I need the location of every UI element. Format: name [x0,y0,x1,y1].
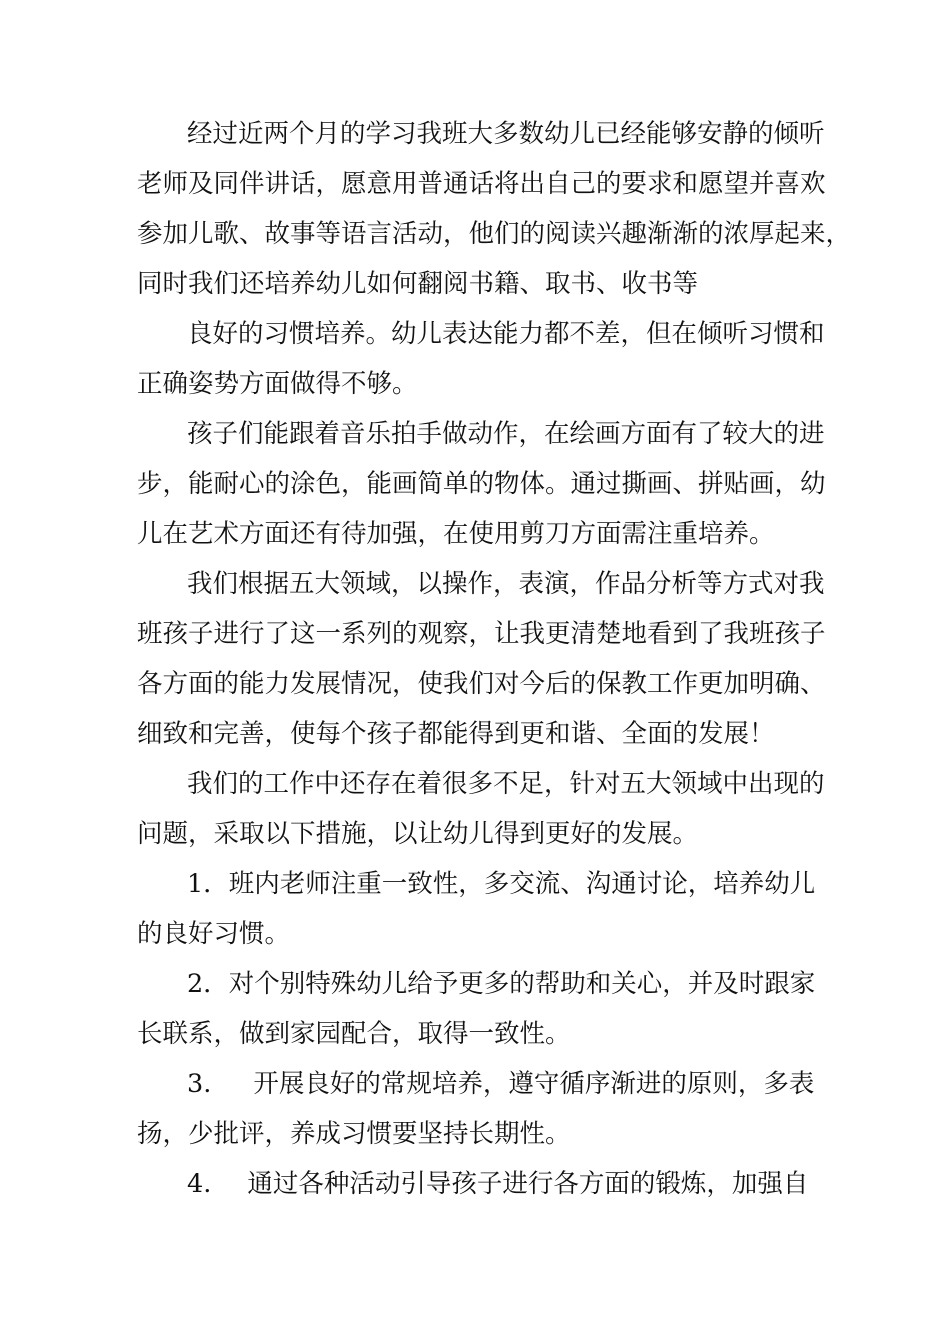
paragraph-4-line-2: 班孩子进行了这一系列的观察，让我更清楚地看到了我班孩子 [137,619,826,649]
paragraph-2-line-1: 良好的习惯培养。幼儿表达能力都不差，但在倾听习惯和 [187,319,825,349]
paragraph-1-line-1: 经过近两个月的学习我班大多数幼儿已经能够安静的倾听 [187,119,825,149]
paragraph-2-line-2: 正确姿势方面做得不够。 [137,369,418,399]
paragraph-5-line-2: 问题，采取以下措施，以让幼儿得到更好的发展。 [137,819,699,849]
list-item-2-number: 2． [187,969,229,999]
list-item-3-line-1 [187,1069,814,1099]
list-item-4-number: 4. [187,1169,212,1199]
list-item-1-line-2: 的良好习惯。 [137,919,291,949]
list-item-3-line-2: 扬，少批评，养成习惯要坚持长期性。 [137,1119,571,1149]
list-item-4-line-1 [187,1169,808,1199]
list-item-3-number: 3. [187,1069,212,1099]
list-item-2-line-1 [187,969,815,999]
paragraph-5-line-1: 我们的工作中还存在着很多不足，针对五大领域中出现的 [187,769,825,799]
paragraph-4-line-1: 我们根据五大领域，以操作，表演，作品分析等方式对我 [187,569,825,599]
paragraph-1-line-4: 同时我们还培养幼儿如何翻阅书籍、取书、收书等 [137,269,699,299]
paragraph-4-line-4: 细致和完善，使每个孩子都能得到更和谐、全面的发展！ [137,719,775,749]
paragraph-1-line-2: 老师及同伴讲话，愿意用普通话将出自己的要求和愿望并喜欢 [137,169,826,199]
paragraph-3-line-2: 步，能耐心的涂色，能画简单的物体。通过撕画、拼贴画，幼 [137,469,826,499]
list-item-1-number: 1． [187,869,229,899]
paragraph-4-line-3: 各方面的能力发展情况，使我们对今后的保教工作更加明确、 [137,669,826,699]
paragraph-3-line-1: 孩子们能跟着音乐拍手做动作，在绘画方面有了较大的进 [187,419,825,449]
list-item-3-text: 开展良好的常规培养，遵守循序渐进的原则，多表 [253,1069,815,1099]
list-item-1-text: 班内老师注重一致性，多交流、沟通讨论，培养幼儿 [228,869,816,899]
list-item-2-line-2: 长联系，做到家园配合，取得一致性。 [137,1019,571,1049]
list-item-4-text: 通过各种活动引导孩子进行各方面的锻炼，加强自 [247,1169,809,1199]
list-item-2-text: 对个别特殊幼儿给予更多的帮助和关心，并及时跟家 [228,969,816,999]
paragraph-3-line-3: 儿在艺术方面还有待加强，在使用剪刀方面需注重培养。 [137,519,775,549]
paragraph-1-line-3: 参加儿歌、故事等语言活动，他们的阅读兴趣渐渐的浓厚起来， [137,219,852,249]
list-item-1-line-1 [187,869,815,899]
